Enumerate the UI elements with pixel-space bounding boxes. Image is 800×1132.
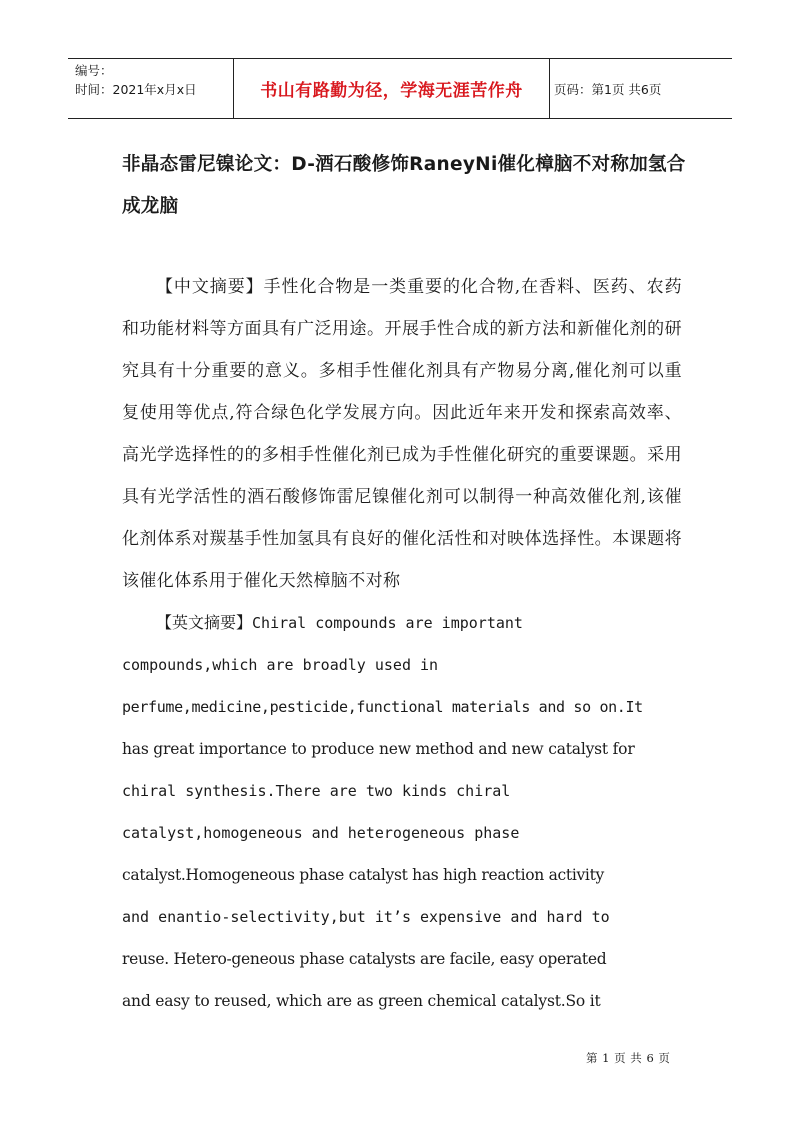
abstract-en-line: catalyst.Homogeneous phase catalyst has high reaction activity [122, 866, 604, 884]
header-meta [68, 59, 234, 118]
abstract-en-line: compounds,which are broadly used in [122, 656, 439, 674]
abstract-chinese [122, 266, 682, 602]
abstract-en-line: Chiral compounds are important [252, 614, 523, 632]
abstract-en-line: has great importance to produce new method and new catalyst for [122, 740, 635, 758]
abstract-cn-label: 【中文摘要】 [156, 277, 264, 297]
abstract-cn-text: 手性化合物是一类重要的化合物,在香料、医药、农药和功能材料等方面具有广泛用途。开展手性合成的新方法和新催化剂的研究具有十分重要的意义。多相手性催化剂具有产物易分离,催化剂可以重复使用等优点,符合绿色化学发展方向。因此近年来开发和探索高效率、高光学选择性的的多相手性催化剂已成为手性催化研究的重要课题。采用具有光学活性的酒石酸修饰雷尼镍催化剂可以制得一种高效催化剂,该催化剂体系对羰基手性加氢具有良好的催化活性和对映体选择性。本课题将该催化体系用于催化天然樟脑不对称 [122, 277, 682, 591]
abstract-en-line: chiral synthesis.There are two kinds chiral [122, 782, 511, 800]
abstract-en-line: and easy to reused, which are as green chemical catalyst.So it [122, 992, 601, 1010]
page-footer: 第 1 页 共 6 页 [586, 1051, 671, 1065]
abstract-en-line: and enantio-selectivity,but it’s expensive and hard to [122, 908, 610, 926]
serial-label: 编号： [75, 63, 113, 78]
time-label: 时间：2021年x月x日 [75, 82, 197, 97]
abstract-en-line: perfume,medicine,pesticide,functional materials and so on.It [122, 698, 643, 716]
header-motto: 书山有路勤为径，学海无涯苦作舟 [234, 59, 550, 118]
document-title: 非晶态雷尼镍论文：D-酒石酸修饰RaneyNi催化樟脑不对称加氢合成龙脑 [122, 154, 686, 217]
abstract-en-label: 【英文摘要】 [156, 613, 253, 632]
abstract-en-line: catalyst,homogeneous and heterogeneous phase [122, 824, 520, 842]
abstract-en-first-line [122, 602, 682, 644]
header-table [68, 58, 732, 119]
abstract-english [122, 602, 682, 1022]
header-page-info: 页码：第1页 共6页 [554, 81, 662, 97]
abstract-en-line: reuse. Hetero-geneous phase catalysts are facile, easy operated [122, 950, 607, 968]
